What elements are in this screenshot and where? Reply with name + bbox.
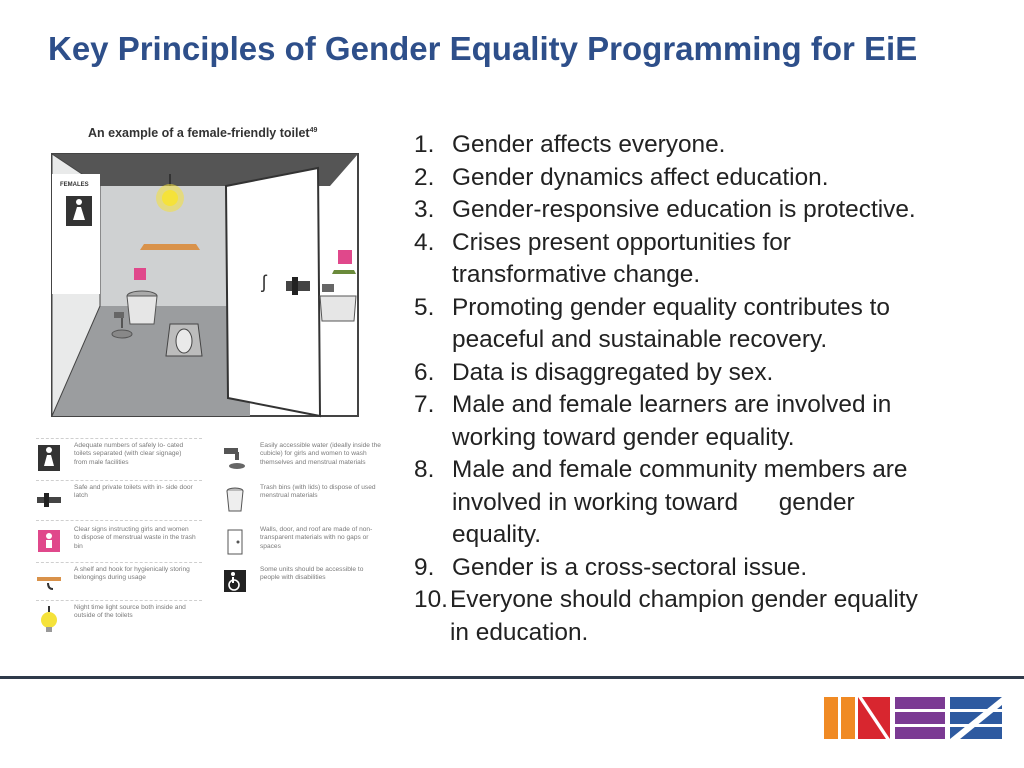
legend-item: Night time light source both inside and outside of the toilets [36,604,206,638]
list-item: 4. Crises present opportunities for transformative change. [414,228,791,288]
toilet-illustration [30,120,392,640]
figure-caption: An example of a female-friendly toilet$^{49}$ [88,126,318,140]
water-tap-icon [222,444,248,472]
shelf [140,244,200,250]
list-item: 2. Gender dynamics affect education. [414,163,829,191]
list-item: 10. Everyone should champion gender equality in education. [414,586,918,646]
legend-item: Easily accessible water (ideally inside the cubicle) for girls and women to wash themselves and menstrual materials [222,442,386,476]
shelf-hook-icon [36,568,62,596]
disposal-sign-icon [36,528,62,556]
legend-item: Some units should be accessible to people with disabilities [222,566,386,600]
squat-toilet [176,329,192,353]
light-bulb-icon [36,606,62,634]
female-figure-icon [36,444,62,472]
trash-bin [127,296,157,324]
door-panel-icon [222,528,248,556]
list-item: 5. Promoting gender equality contributes to peaceful and sustainable recovery. [414,293,890,353]
slide-title: Key Principles of Gender Equality Programming for EiE [48,30,918,67]
legend-item: Clear signs instructing girls and women to dispose of menstrual waste in the trash bin [36,526,206,560]
legend-item: Safe and private toilets with in- side door latch [36,484,206,518]
svg-text:ʃ: ʃ [262,272,266,292]
door-latch-icon [36,486,62,514]
wheelchair-icon [222,568,248,596]
inee-logo [824,697,1002,739]
list-item: 7. Male and female learners are involved in working toward gender equality. [414,391,892,451]
disposal-sign [134,268,146,280]
footer-rule [0,676,1024,679]
list-item: 6. Data is disaggregated by sex. [414,358,774,386]
principles-list [414,129,1014,649]
list-item: 1. Gender affects everyone. [414,131,726,158]
females-sign-label: FEMALES [60,182,89,188]
legend-item: A shelf and hook for hygienically storing belongings during usage [36,566,206,600]
legend-item: Trash bins (with lids) to dispose of used menstrual materials [222,484,386,518]
list-item: 3. Gender-responsive education is protective. [414,196,916,223]
cubicle-door [226,168,320,416]
toilet-scene [30,146,392,436]
list-item: 8. Male and female community members are involved in working toward gender equality. [414,456,908,548]
legend-item: Adequate numbers of safely lo- cated toilets separated (with clear signage) from male facilities [36,442,206,476]
trash-bin-icon [222,486,248,514]
list-item: 9. Gender is a cross-sectoral issue. [414,553,808,581]
legend-item: Walls, door, and roof are made of non-transparent materials with no gaps or spaces [222,526,386,560]
